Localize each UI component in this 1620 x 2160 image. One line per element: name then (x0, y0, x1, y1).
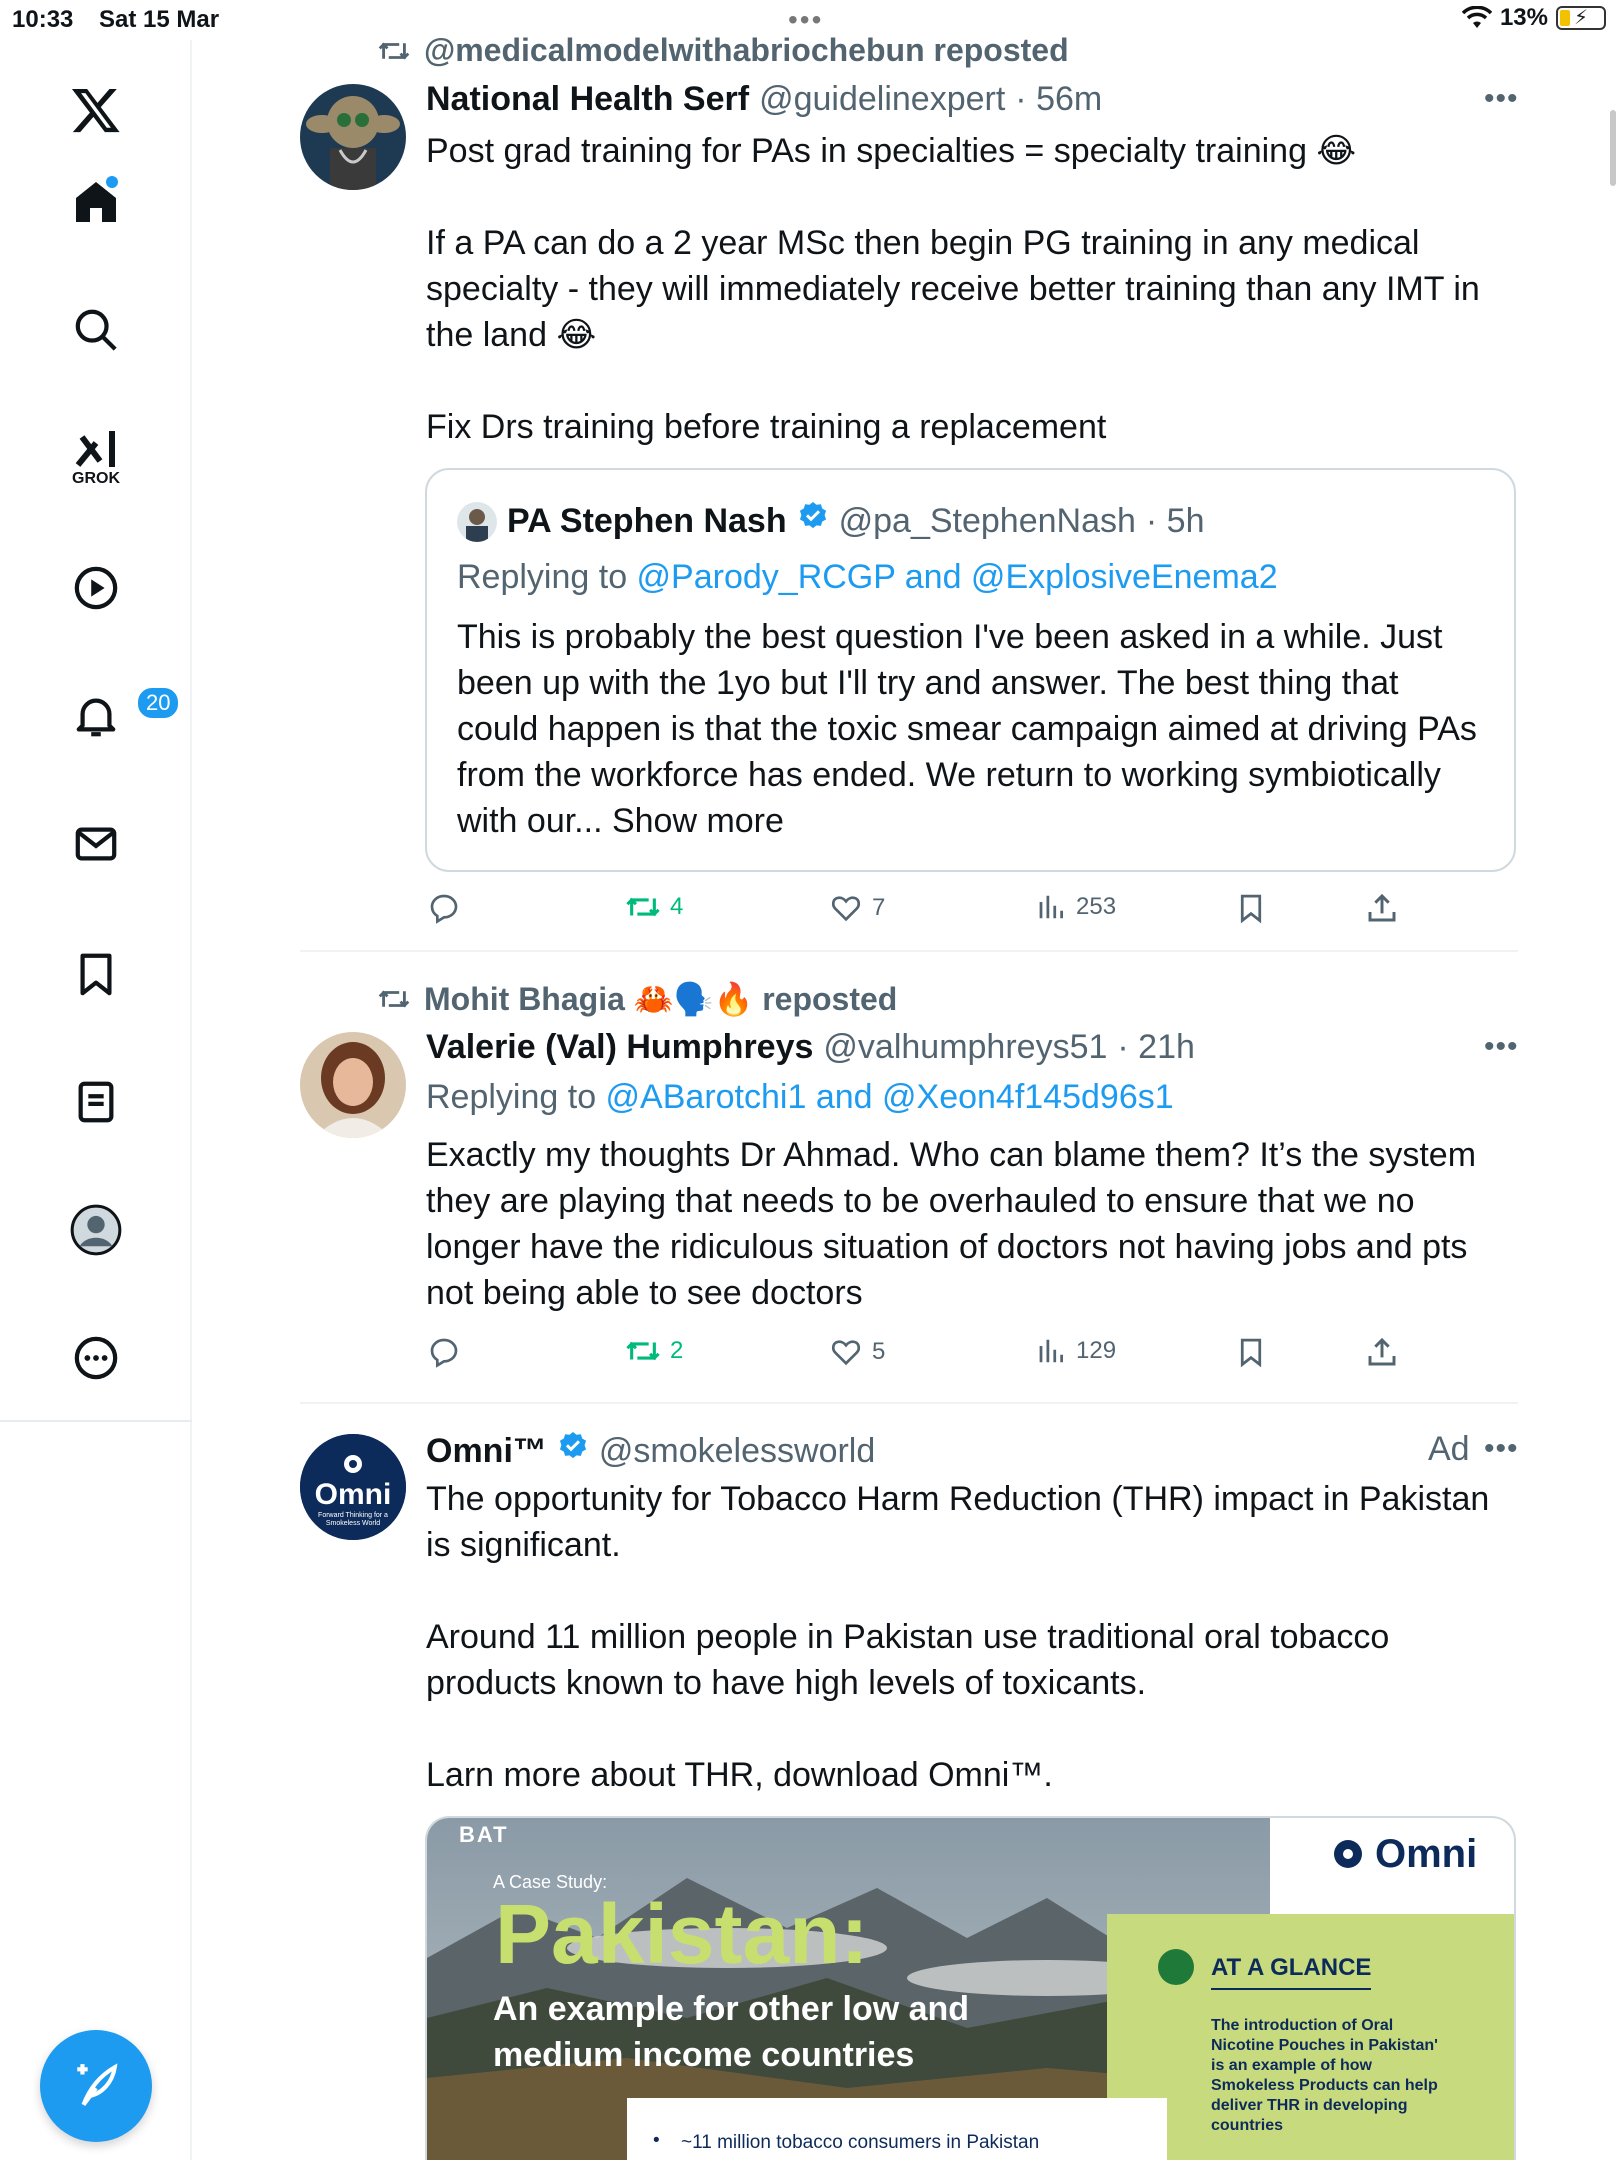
repost-header (378, 980, 897, 1018)
author-handle[interactable]: @smokelessworld (598, 1432, 876, 1470)
sidebar-separator (0, 1420, 192, 1422)
media-headline: Pakistan: (495, 1887, 869, 1981)
share-button[interactable] (1366, 1336, 1398, 1368)
heart-icon (830, 892, 862, 924)
messages-icon[interactable] (56, 804, 136, 884)
scrollbar-thumb[interactable] (1610, 110, 1616, 186)
post-time[interactable]: · 21h (1117, 1028, 1195, 1066)
replying-to (426, 1078, 1174, 1117)
replying-prefix: Replying to (426, 1078, 606, 1116)
avatar[interactable] (300, 1032, 406, 1138)
compose-feather-icon (71, 2061, 121, 2111)
compose-post-button[interactable] (40, 2030, 152, 2142)
share-icon (1366, 1336, 1398, 1368)
author-name[interactable]: Omni™ (426, 1432, 547, 1470)
views-button[interactable] (1036, 1336, 1116, 1366)
status-time: 10:33 (12, 6, 74, 33)
post-text: Exactly my thoughts Dr Ahmad. Who can blame them? It’s the system they are playing that needs to be overhauled to ensure that we no longer have the ridiculous situation of doctors not having jobs and pts not being able to see doctors (426, 1136, 1477, 1312)
like-count: 7 (872, 894, 886, 921)
replying-prefix: Replying to (457, 558, 637, 596)
media-bullet: ~11 million tobacco consumers in Pakistan (681, 2132, 1040, 2153)
omni-avatar-subtext: Forward Thinking for a Smokeless World (318, 1512, 388, 1527)
battery-icon: ⚡ (1556, 6, 1606, 30)
notifications-bell-icon[interactable] (56, 676, 171, 756)
at-a-glance-title: AT A GLANCE (1211, 1954, 1371, 1990)
lists-icon[interactable] (56, 1062, 136, 1142)
like-count: 5 (872, 1338, 886, 1365)
views-chart-icon (1036, 892, 1066, 922)
wifi-icon (1462, 6, 1492, 30)
quoted-avatar (457, 502, 497, 542)
battery-percent: 13% (1499, 4, 1548, 31)
views-count: 253 (1076, 893, 1117, 920)
bookmarks-icon[interactable] (56, 934, 136, 1014)
reply-icon (428, 1336, 460, 1368)
post-actions (428, 1336, 1408, 1376)
x-logo-icon[interactable] (56, 70, 136, 150)
post-more-icon[interactable]: ••• (1484, 1030, 1519, 1063)
post-header (426, 80, 1102, 119)
status-right (1462, 4, 1606, 32)
views-count: 129 (1076, 1337, 1117, 1364)
author-name[interactable]: National Health Serf (426, 80, 750, 118)
repost-icon (626, 1336, 660, 1366)
post-time[interactable]: · 56m (1015, 80, 1103, 118)
bookmark-button[interactable] (1236, 892, 1266, 924)
home-icon[interactable] (56, 162, 136, 242)
media-bullet-dot: • (653, 2130, 660, 2151)
repost-count: 4 (670, 893, 684, 920)
quoted-replying-to (457, 558, 1278, 597)
repost-button[interactable] (626, 1336, 683, 1366)
sidebar (0, 40, 192, 2160)
replying-to-links[interactable]: @ABarotchi1 and @Xeon4f145d96s1 (605, 1078, 1174, 1116)
verified-badge-icon (557, 1430, 589, 1462)
like-button[interactable] (830, 1336, 885, 1368)
author-handle[interactable]: @guidelinexpert (759, 80, 1006, 118)
post-text: The opportunity for Tobacco Harm Reduction (THR) impact in Pakistan is significant. Around 11 million people in Pakistan use traditional oral tobacco products known to have high levels of toxicants. Larn more about THR, download Omni™. (426, 1480, 1490, 1794)
home-unread-dot (106, 176, 118, 188)
search-icon[interactable] (56, 290, 136, 370)
quoted-post[interactable] (425, 468, 1516, 872)
profile-avatar-icon[interactable] (56, 1190, 136, 1270)
reply-button[interactable] (428, 1336, 460, 1368)
views-chart-icon (1036, 1336, 1066, 1366)
author-handle[interactable]: @valhumphreys51 (823, 1028, 1108, 1066)
quoted-author-handle: @pa_StephenNash (838, 502, 1136, 540)
video-icon[interactable] (56, 548, 136, 628)
repost-icon (378, 38, 410, 64)
repost-count: 2 (670, 1337, 684, 1364)
post-divider (300, 1402, 1518, 1404)
media-kicker: A Case Study: (493, 1872, 608, 1892)
share-button[interactable] (1366, 892, 1398, 924)
post-header (426, 1028, 1195, 1067)
bat-logo: BAT (459, 1822, 509, 1847)
ad-label: Ad (1428, 1430, 1470, 1468)
share-icon (1366, 892, 1398, 924)
post-more-icon[interactable]: ••• (1484, 1432, 1519, 1465)
quoted-time: · 5h (1145, 502, 1205, 540)
reply-button[interactable] (428, 892, 460, 924)
avatar[interactable] (300, 84, 406, 190)
ad-media-image[interactable] (425, 1816, 1516, 2160)
media-subline: An example for other low and medium income countries (493, 1990, 970, 2074)
grok-icon[interactable] (56, 418, 136, 498)
omni-avatar-text: Omni (314, 1478, 392, 1511)
repost-icon (626, 892, 660, 922)
at-a-glance-text: The introduction of Oral Nicotine Pouches in Pakistan' is an example of how Smokeless Products can help deliver THR in developing countries (1211, 2017, 1438, 2134)
like-button[interactable] (830, 892, 885, 924)
notifications-badge: 20 (136, 686, 180, 720)
post-header (426, 1430, 875, 1471)
repost-by: @medicalmodelwithabriochebun reposted (424, 32, 1069, 68)
reply-icon (428, 892, 460, 924)
heart-icon (830, 1336, 862, 1368)
post-more-icon[interactable]: ••• (1484, 82, 1519, 115)
post-divider (300, 950, 1518, 952)
avatar[interactable] (300, 1434, 406, 1540)
status-date: Sat 15 Mar (99, 6, 220, 33)
multitasking-dots-icon[interactable]: ••• (788, 4, 824, 35)
bookmark-button[interactable] (1236, 1336, 1266, 1368)
quoted-author-name: PA Stephen Nash (507, 502, 787, 540)
post-actions (428, 892, 1408, 932)
quoted-text: This is probably the best question I've been asked in a while. Just been up with the 1yo but I'll try and answer. The best thing that could happen is that the toxic smear campaign aimed at driving PAs from the workforce has ended. We return to working symbiotically with our... Show more (457, 618, 1477, 840)
repost-icon (378, 986, 410, 1012)
replying-to-links[interactable]: @Parody_RCGP and @ExplosiveEnema2 (636, 558, 1278, 596)
views-button[interactable] (1036, 892, 1116, 922)
quoted-header (507, 500, 1205, 541)
verified-badge-icon (797, 500, 829, 532)
author-name[interactable]: Valerie (Val) Humphreys (426, 1028, 814, 1066)
post-text: Post grad training for PAs in specialties = specialty training 😂 If a PA can do a 2 year MSc then begin PG training in any medical specialty - they will immediately receive better training than any IMT in the land 😂 Fix Drs training before training a replacement (426, 132, 1480, 446)
bookmark-icon (1236, 1336, 1266, 1368)
repost-button[interactable] (626, 892, 683, 922)
repost-by: Mohit Bhagia 🦀🗣️🔥 reposted (424, 981, 898, 1017)
more-options-icon[interactable] (56, 1318, 136, 1398)
repost-header (378, 32, 1069, 69)
media-omni-logo: Omni (1375, 1832, 1478, 1876)
bookmark-icon (1236, 892, 1266, 924)
grok-label: GROK (72, 470, 120, 487)
